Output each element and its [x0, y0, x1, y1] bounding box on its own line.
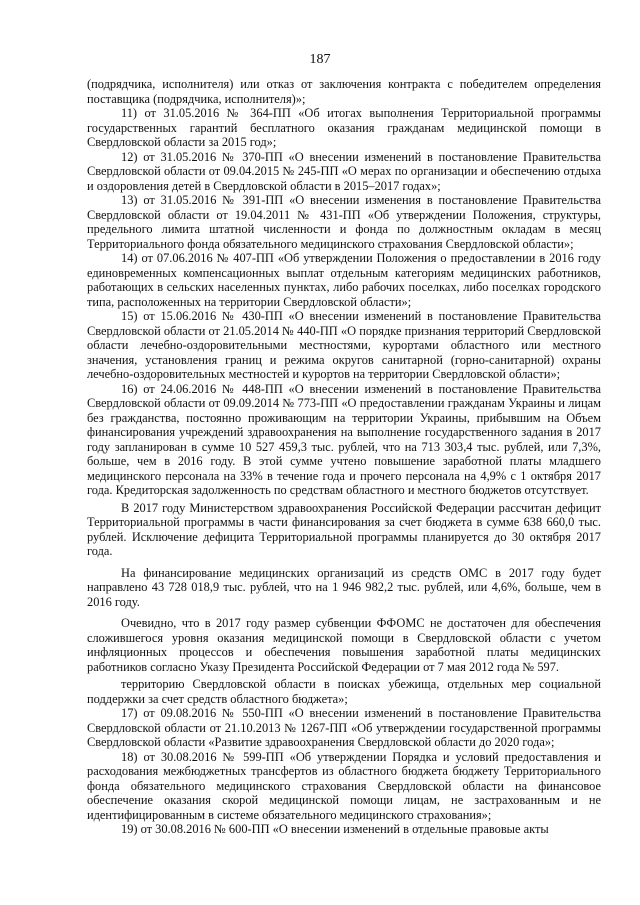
- list-item-16: 16) от 24.06.2016 № 448-ПП «О внесении изменений в постановление Правительства Свердловской области от 09.09.2014 № 773-ПП «О предоставлении гражданам Украины и лицам без гражданства, постоянно проживающим на территории Украины, прибывшим на Объем финансирования учреждений здравоохранения на выполнение государственного задания в 2017 году запланирован в сумме 10 527 459,3 тыс. рублей, что на 713 303,4 тыс. рублей, или 7,3%, больше, чем в 2016 году. В этой сумме учтено повышение заработной платы младшего медицинского персонала на 33% в течение года и прочего персонала на 4,9% с 1 октября 2017 года. Кредиторская задолженность по средствам областного и местного бюджетов отсутствует.: [87, 381, 601, 497]
- list-item-18: 18) от 30.08.2016 № 599-ПП «Об утверждении Порядка и условий предоставления и расходования межбюджетных трансфертов из областного бюджета бюджету Территориального фонда обязательного медицинского страхования Свердловской области на финансовое обеспечение оказания скорой медицинской помощи лицам, не застрахованным и не идентифицированным в системе обязательного медицинского страхования»;: [87, 749, 601, 822]
- list-item-14: 14) от 07.06.2016 № 407-ПП «Об утверждении Положения о предоставлении в 2016 году единовременных компенсационных выплат отдельным категориям медицинских работников, работающих в сельских населенных пунктах, либо рабочих поселках, либо поселках городского типа, расположенных на территории Свердловской области»;: [87, 251, 601, 309]
- list-item-15: 15) от 15.06.2016 № 430-ПП «О внесении изменений в постановление Правительства Свердловской области от 21.05.2014 № 440-ПП «О порядке признания территорий Свердловской области лечебно-оздоровительными местностями, курортами областного или местного значения, установления границ и режима округов санитарной (горно-санитарной) охраны лечебно-оздоровительных местностей и курортов на территории Свердловской области»;: [87, 309, 601, 381]
- paragraph-subvention: Очевидно, что в 2017 году размер субвенции ФФОМС не достаточен для обеспечения сложившегося уровня оказания медицинской помощи в Свердловской области с учетом инфляционных процессов и обеспечения повышения заработной платы медицинских работников согласно Указу Президента Российской Федерации от 7 мая 2012 года № 597.: [87, 616, 601, 674]
- list-item-11: 11) от 31.05.2016 № 364-ПП «Об итогах выполнения Территориальной программы государственных гарантий бесплатного оказания гражданам медицинской помощи в Свердловской области за 2015 год»;: [87, 106, 601, 149]
- page-number: 187: [309, 52, 331, 67]
- list-item-19: 19) от 30.08.2016 № 600-ПП «О внесении изменений в отдельные правовые акты: [121, 822, 549, 836]
- document-body: [87, 77, 601, 837]
- paragraph-continuation: (подрядчика, исполнителя) или отказ от заключения контракта с победителем определения поставщика (подрядчика, исполнителя)»;: [87, 77, 601, 106]
- list-item-12: 12) от 31.05.2016 № 370-ПП «О внесении изменений в постановление Правительства Свердловской области от 09.04.2015 № 245-ПП «О мерах по организации и обеспечению отдыха и оздоровления детей в Свердловской области в 2015–2017 годах»;: [87, 149, 601, 193]
- paragraph-refuge: территорию Свердловской области в поисках убежища, отдельных мер социальной поддержки за счет средств областного бюджета»;: [87, 677, 601, 706]
- list-item-17: 17) от 09.08.2016 № 550-ПП «О внесении изменений в постановление Правительства Свердловской области от 21.10.2013 № 1267-ПП «Об утверждении государственной программы Свердловской области «Развитие здравоохранения Свердловской области до 2020 года»;: [87, 706, 601, 749]
- paragraph-oms-financing: На финансирование медицинских организаций из средств ОМС в 2017 году будет направлено 43 728 018,9 тыс. рублей, что на 1 946 982,2 тыс. рублей, или 4,6%, больше, чем в 2016 году.: [87, 565, 601, 609]
- list-item-13: 13) от 31.05.2016 № 391-ПП «О внесении изменения в постановление Правительства Свердловской области от 19.04.2011 № 431-ПП «Об утверждении Положения, структуры, предельного лимита штатной численности и фонда по должностным окладам в месяц Территориального фонда обязательного медицинского страхования Свердловской области»;: [87, 193, 601, 251]
- paragraph-deficit: В 2017 году Министерством здравоохранения Российской Федерации рассчитан дефицит Территориальной программы в части финансирования за счет бюджета в сумме 638 660,0 тыс. рублей. Исключение дефицита Территориальной программы планируется до 30 октября 2017 года.: [87, 500, 601, 558]
